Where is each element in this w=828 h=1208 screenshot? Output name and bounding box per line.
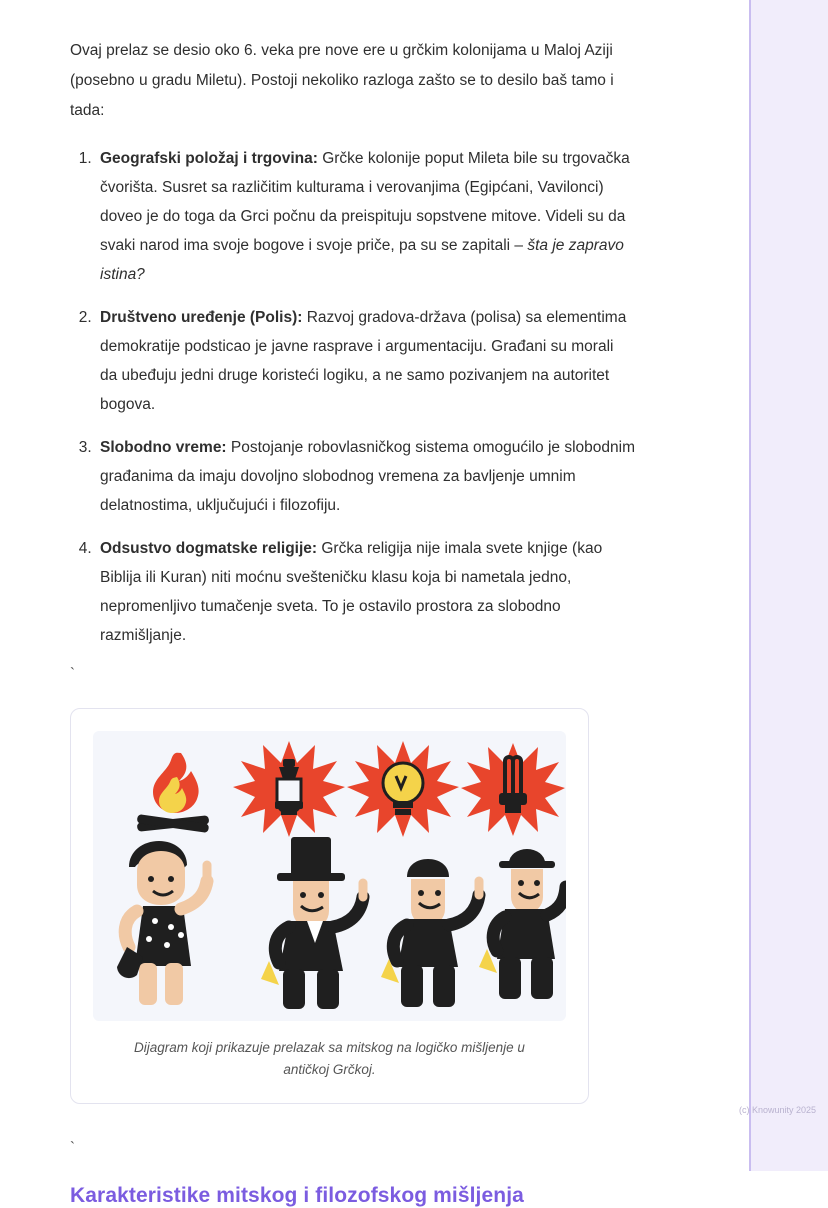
right-rail-divider [749, 0, 751, 1171]
list-item-lead: Društveno uređenje (Polis): [100, 309, 303, 326]
list-item [96, 534, 635, 650]
stray-backtick-2: ` [70, 1139, 75, 1156]
figure-card [70, 708, 589, 1104]
section-title: Karakteristike mitskog i filozofskog mišljenja [70, 1184, 524, 1207]
copyright-notice: (c) Knowunity 2025 [738, 1105, 816, 1115]
stray-backtick-1: ` [70, 665, 75, 682]
list-item [96, 433, 635, 520]
list-item-text: Grčka religija nije imala svete knjige (kao Biblija ili Kuran) niti moćnu svešteničku klasu koja bi nametala jedno, nepromenljivo tumačenje sveta. To je ostavilo prostora za slobodno razmišljanje. [100, 540, 603, 644]
right-rail [750, 0, 828, 1171]
figure-image [93, 731, 566, 1021]
bowler-figure [479, 849, 566, 999]
reasons-list [70, 144, 635, 650]
tophat-figure [261, 837, 363, 1009]
plain-figure [381, 859, 479, 1007]
list-item-italic: šta je zapravo istina? [100, 237, 624, 283]
figure-caption: Dijagram koji prikazuje prelazak sa mitskog na logičko mišljenje u antičkoj Grčkoj. [134, 1040, 525, 1077]
list-item-text: Grčke kolonije poput Mileta bile su trgovačka čvorišta. Susret sa različitim kulturama i verovanjima (Egipćani, Vavilonci) doveo je do toga da Grci počnu da preispituju sopstvene mitove. Videli su da svaki narod ima svoje bogove i svoje priče, pa su se zapitali – [100, 150, 630, 254]
list-item-lead: Slobodno vreme: [100, 439, 227, 456]
list-item-lead: Geografski položaj i trgovina: [100, 150, 318, 167]
list-item-text: Postojanje robovlasničkog sistema omogućilo je slobodnim građanima da imaju dovoljno slobodnog vremena za bavljenje umnim delatnostima, uključujući i filozofiju. [100, 439, 635, 514]
evolution-of-light-icon [93, 731, 566, 1021]
list-item-text: Razvoj gradova-država (polisa) sa elementima demokratije podsticao je javne rasprave i argumentaciju. Građani su morali da ubeđuju jedni druge koristeći logiku, a ne samo pozivanjem na autoritet bogova. [100, 309, 627, 413]
list-item-lead: Odsustvo dogmatske religije: [100, 540, 318, 557]
intro-paragraph: Ovaj prelaz se desio oko 6. veka pre nove ere u grčkim kolonijama u Maloj Aziji (posebno u gradu Miletu). Postoji nekoliko razloga zašto se to desilo baš tamo i tada: [70, 42, 614, 119]
caveman-figure [117, 841, 207, 1005]
list-item [96, 303, 635, 419]
list-item [96, 144, 635, 289]
document-content [70, 36, 635, 1208]
